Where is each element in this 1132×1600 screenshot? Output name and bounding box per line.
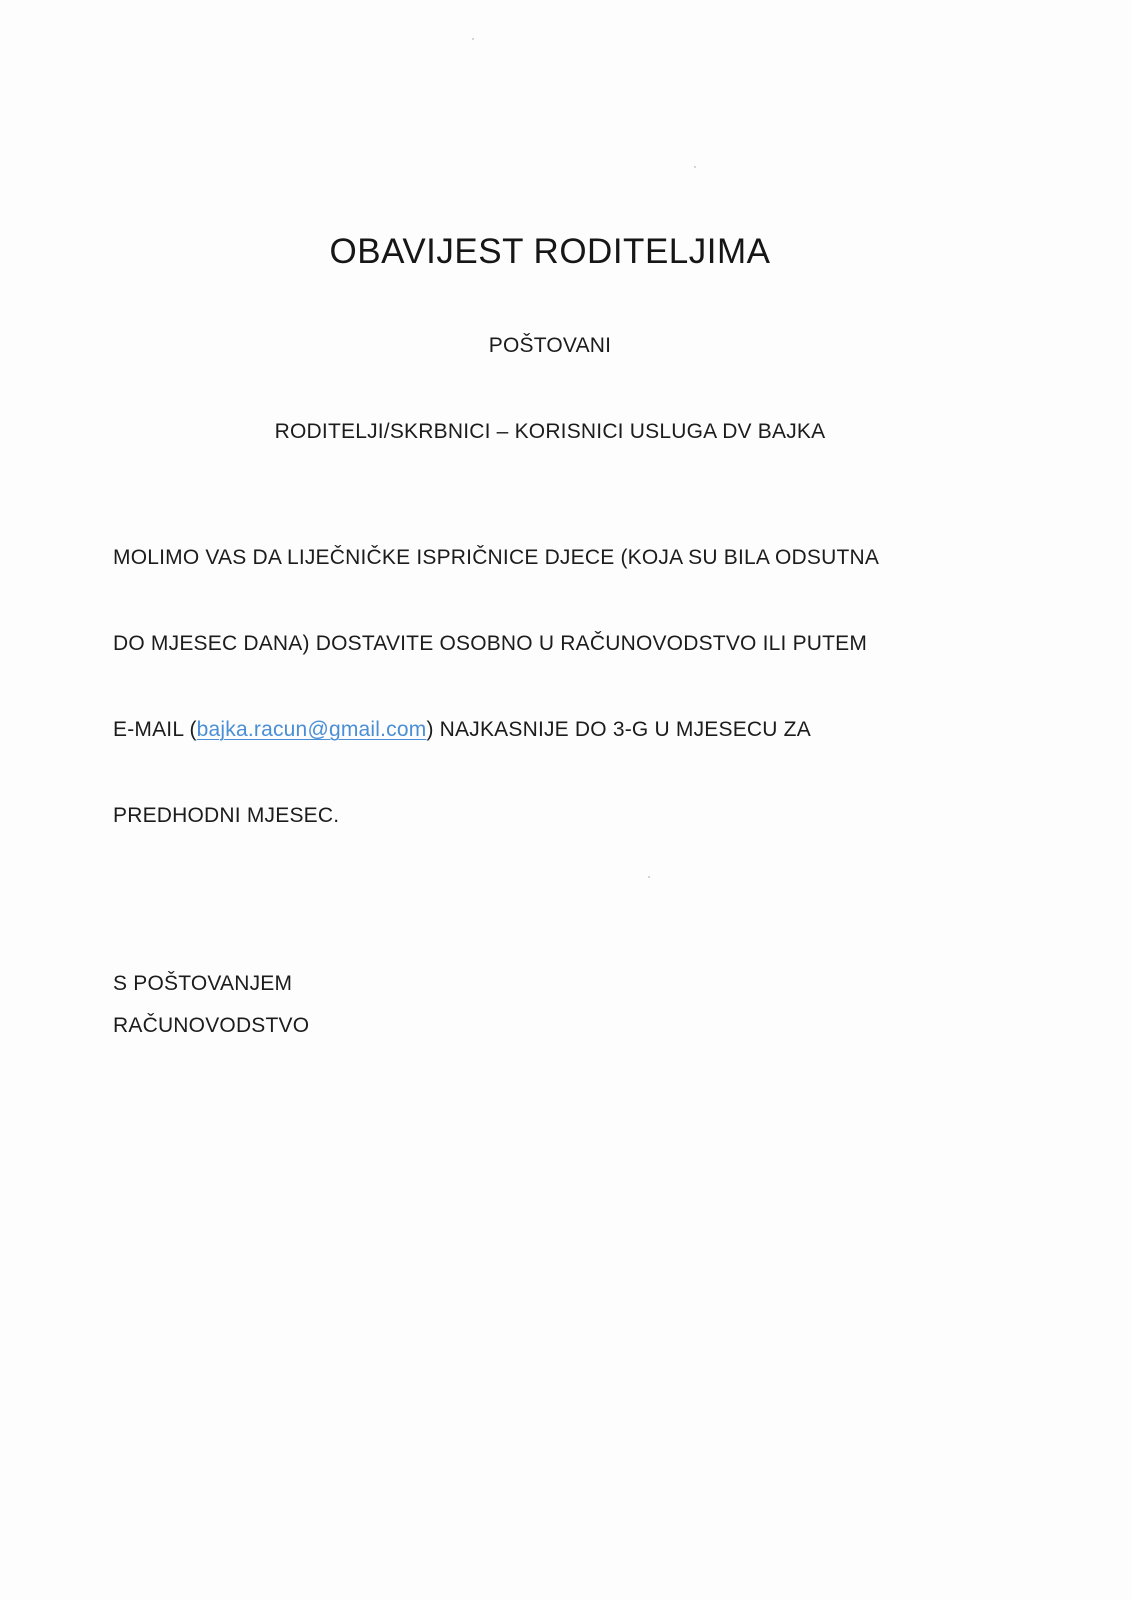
scan-speck	[648, 876, 650, 878]
email-link[interactable]: bajka.racun@gmail.com	[196, 718, 427, 741]
notice-title: OBAVIJEST RODITELJIMA	[329, 232, 771, 271]
signature: RAČUNOVODSTVO	[113, 1014, 310, 1037]
greeting: POŠTOVANI	[488, 334, 612, 357]
body-line-2: DO MJESEC DANA) DOSTAVITE OSOBNO U RAČUNOVODSTVO ILI PUTEM	[113, 632, 868, 655]
body-line-4: PREDHODNI MJESEC.	[113, 804, 340, 827]
scan-speck	[694, 166, 696, 168]
body-line-3	[113, 718, 811, 742]
recipients-line: RODITELJI/SKRBNICI – KORISNICI USLUGA DV BAJKA	[274, 420, 826, 443]
closing: S POŠTOVANJEM	[113, 972, 293, 995]
body-line-3-suffix: ) NAJKASNIJE DO 3-G U MJESECU ZA	[426, 718, 811, 741]
body-line-1: MOLIMO VAS DA LIJEČNIČKE ISPRIČNICE DJECE (KOJA SU BILA ODSUTNA	[113, 546, 880, 569]
scan-speck	[472, 38, 474, 40]
body-line-3-prefix: E-MAIL (	[113, 718, 197, 741]
